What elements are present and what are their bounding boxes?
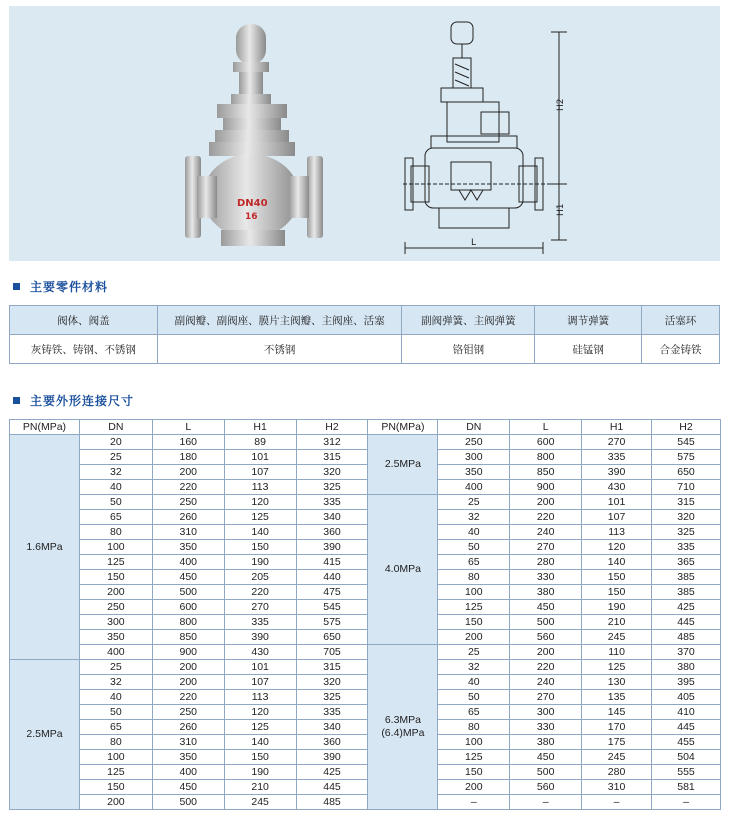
dimension-value-cell: 450 bbox=[510, 750, 582, 765]
body-marking-2: 16 bbox=[245, 212, 258, 222]
dimension-value-cell: 205 bbox=[224, 570, 296, 585]
dimension-value-cell: 200 bbox=[79, 585, 152, 600]
dimension-value-cell: 150 bbox=[224, 540, 296, 555]
dimension-value-cell: 800 bbox=[152, 615, 224, 630]
dimension-value-cell: 40 bbox=[438, 675, 510, 690]
dimension-value-cell: 500 bbox=[152, 795, 224, 810]
dimension-value-cell: 220 bbox=[152, 480, 224, 495]
dimension-value-cell: 850 bbox=[510, 465, 582, 480]
dimension-value-cell: 500 bbox=[510, 615, 582, 630]
dimension-value-cell: 32 bbox=[79, 465, 152, 480]
dimension-value-cell: 125 bbox=[438, 750, 510, 765]
technical-drawing bbox=[401, 16, 581, 256]
dimension-value-cell: 200 bbox=[438, 780, 510, 795]
materials-header-row bbox=[10, 306, 720, 335]
materials-table bbox=[9, 305, 720, 364]
valve-photo bbox=[179, 14, 359, 254]
dimension-value-cell: 200 bbox=[152, 675, 224, 690]
table-row bbox=[10, 675, 721, 690]
dimension-value-cell: 581 bbox=[652, 780, 721, 795]
dimension-value-cell: 405 bbox=[652, 690, 721, 705]
dimension-value-cell: 200 bbox=[510, 495, 582, 510]
table-row bbox=[10, 630, 721, 645]
dimensions-header-cell: DN bbox=[438, 420, 510, 435]
dimension-value-cell: 113 bbox=[582, 525, 652, 540]
dimension-value-cell: 425 bbox=[296, 765, 368, 780]
dimensions-header-row bbox=[10, 420, 721, 435]
dimension-value-cell: 445 bbox=[296, 780, 368, 795]
dimension-value-cell: 190 bbox=[582, 600, 652, 615]
dimension-value-cell: 245 bbox=[582, 750, 652, 765]
dimension-value-cell: 80 bbox=[79, 525, 152, 540]
dimension-value-cell: 350 bbox=[152, 750, 224, 765]
table-row bbox=[10, 705, 721, 720]
dimension-value-cell: 800 bbox=[510, 450, 582, 465]
table-row bbox=[10, 690, 721, 705]
table-row bbox=[10, 735, 721, 750]
dimension-value-cell: 107 bbox=[224, 465, 296, 480]
dimension-value-cell: 32 bbox=[438, 510, 510, 525]
dimension-value-cell: 400 bbox=[152, 555, 224, 570]
body-marking: DN40 bbox=[237, 198, 268, 209]
dimension-value-cell: 150 bbox=[79, 780, 152, 795]
dimensions-header-cell: L bbox=[152, 420, 224, 435]
dimension-value-cell: 25 bbox=[438, 495, 510, 510]
dim-label-l: L bbox=[471, 238, 477, 248]
dimension-value-cell: 350 bbox=[79, 630, 152, 645]
dimension-value-cell: 300 bbox=[438, 450, 510, 465]
dimension-value-cell: 200 bbox=[79, 795, 152, 810]
dimension-value-cell: 650 bbox=[652, 465, 721, 480]
table-row bbox=[10, 480, 721, 495]
dimension-value-cell: 125 bbox=[79, 765, 152, 780]
dimension-value-cell: 400 bbox=[79, 645, 152, 660]
dimension-value-cell: 325 bbox=[296, 690, 368, 705]
materials-header-cell: 活塞环 bbox=[642, 306, 720, 335]
dimension-value-cell: 335 bbox=[296, 705, 368, 720]
dimension-value-cell: 445 bbox=[652, 720, 721, 735]
dimension-value-cell: 380 bbox=[510, 735, 582, 750]
dimension-value-cell: 145 bbox=[582, 705, 652, 720]
dimension-value-cell: 107 bbox=[582, 510, 652, 525]
dimension-value-cell: 160 bbox=[152, 435, 224, 450]
dimension-value-cell: 390 bbox=[296, 540, 368, 555]
dimension-value-cell: 25 bbox=[438, 645, 510, 660]
dimension-value-cell: 107 bbox=[224, 675, 296, 690]
dimension-value-cell: 200 bbox=[510, 645, 582, 660]
table-row bbox=[10, 555, 721, 570]
dimension-value-cell: 504 bbox=[652, 750, 721, 765]
dimension-value-cell: 100 bbox=[79, 540, 152, 555]
dimension-value-cell: 360 bbox=[296, 525, 368, 540]
dimension-value-cell: 315 bbox=[296, 450, 368, 465]
dimension-value-cell: 390 bbox=[296, 750, 368, 765]
materials-value-row bbox=[10, 335, 720, 364]
dimension-value-cell: 250 bbox=[79, 600, 152, 615]
materials-value-cell: 硅锰钢 bbox=[535, 335, 642, 364]
dimension-value-cell: 600 bbox=[510, 435, 582, 450]
pressure-group-cell: 2.5MPa bbox=[368, 435, 438, 495]
dimension-value-cell: 900 bbox=[152, 645, 224, 660]
materials-value-cell: 合金铸铁 bbox=[642, 335, 720, 364]
materials-section-title bbox=[13, 278, 108, 294]
dimension-value-cell: 101 bbox=[224, 450, 296, 465]
dimension-value-cell: 65 bbox=[79, 510, 152, 525]
dimension-value-cell: 425 bbox=[652, 600, 721, 615]
dimension-value-cell: 280 bbox=[510, 555, 582, 570]
dimension-value-cell: 200 bbox=[438, 630, 510, 645]
dimension-value-cell: 245 bbox=[582, 630, 652, 645]
table-row bbox=[10, 585, 721, 600]
pressure-group-cell: 4.0MPa bbox=[368, 495, 438, 645]
dimension-value-cell: 330 bbox=[510, 570, 582, 585]
dimension-value-cell: 100 bbox=[438, 735, 510, 750]
dimension-value-cell: 40 bbox=[79, 690, 152, 705]
dimensions-header-cell: H2 bbox=[652, 420, 721, 435]
dimension-value-cell: 340 bbox=[296, 720, 368, 735]
dimension-value-cell: 485 bbox=[652, 630, 721, 645]
dimension-value-cell: 150 bbox=[438, 765, 510, 780]
product-hero-panel bbox=[9, 6, 720, 261]
dimension-value-cell: 101 bbox=[224, 660, 296, 675]
dimension-value-cell: 575 bbox=[296, 615, 368, 630]
dimension-value-cell: 325 bbox=[296, 480, 368, 495]
dimension-value-cell: 335 bbox=[652, 540, 721, 555]
dimension-value-cell: 320 bbox=[652, 510, 721, 525]
dimension-value-cell: 410 bbox=[652, 705, 721, 720]
table-row bbox=[10, 600, 721, 615]
dimensions-header-cell: PN(MPa) bbox=[10, 420, 80, 435]
dimension-value-cell: 89 bbox=[224, 435, 296, 450]
materials-value-cell: 铬钼钢 bbox=[402, 335, 535, 364]
materials-header-cell: 副阀瓣、副阀座、膜片主阀瓣、主阀座、活塞 bbox=[157, 306, 402, 335]
dimension-value-cell: 220 bbox=[152, 690, 224, 705]
dimension-value-cell: 150 bbox=[582, 585, 652, 600]
dimension-value-cell: 385 bbox=[652, 570, 721, 585]
dimension-value-cell: 240 bbox=[510, 525, 582, 540]
pressure-group-cell: 6.3MPa (6.4)MPa bbox=[368, 645, 438, 810]
dimension-value-cell: – bbox=[510, 795, 582, 810]
dimension-value-cell: 475 bbox=[296, 585, 368, 600]
dimension-value-cell: 315 bbox=[296, 660, 368, 675]
table-row bbox=[10, 660, 721, 675]
dimension-value-cell: 65 bbox=[79, 720, 152, 735]
dimensions-section-title bbox=[13, 392, 134, 408]
dimension-value-cell: 120 bbox=[224, 495, 296, 510]
dimension-value-cell: 65 bbox=[438, 555, 510, 570]
dimension-value-cell: 455 bbox=[652, 735, 721, 750]
dimension-value-cell: 150 bbox=[438, 615, 510, 630]
dimension-value-cell: 400 bbox=[438, 480, 510, 495]
dimension-value-cell: 430 bbox=[582, 480, 652, 495]
dimension-value-cell: 50 bbox=[438, 540, 510, 555]
dimension-value-cell: 500 bbox=[152, 585, 224, 600]
dimension-value-cell: – bbox=[652, 795, 721, 810]
dimension-value-cell: 130 bbox=[582, 675, 652, 690]
dimension-value-cell: 20 bbox=[79, 435, 152, 450]
dimension-value-cell: 270 bbox=[510, 690, 582, 705]
dimension-value-cell: 125 bbox=[224, 510, 296, 525]
dimension-value-cell: 320 bbox=[296, 465, 368, 480]
dimensions-header-cell: H1 bbox=[224, 420, 296, 435]
dimension-value-cell: 365 bbox=[652, 555, 721, 570]
table-row bbox=[10, 510, 721, 525]
dimension-value-cell: 101 bbox=[582, 495, 652, 510]
dimension-value-cell: 280 bbox=[582, 765, 652, 780]
table-row bbox=[10, 540, 721, 555]
table-row bbox=[10, 525, 721, 540]
table-row bbox=[10, 645, 721, 660]
dimension-value-cell: 335 bbox=[296, 495, 368, 510]
dimension-value-cell: 200 bbox=[152, 465, 224, 480]
table-row bbox=[10, 495, 721, 510]
dimension-value-cell: 25 bbox=[79, 450, 152, 465]
dimension-value-cell: 125 bbox=[438, 600, 510, 615]
dimension-value-cell: 220 bbox=[224, 585, 296, 600]
table-row bbox=[10, 435, 721, 450]
dimension-value-cell: 315 bbox=[652, 495, 721, 510]
dimension-value-cell: 190 bbox=[224, 555, 296, 570]
dimension-value-cell: 65 bbox=[438, 705, 510, 720]
dimensions-table bbox=[9, 419, 721, 810]
dimension-value-cell: 555 bbox=[652, 765, 721, 780]
materials-header-cell: 调节弹簧 bbox=[535, 306, 642, 335]
dimension-value-cell: 250 bbox=[438, 435, 510, 450]
dimension-value-cell: – bbox=[582, 795, 652, 810]
table-row bbox=[10, 720, 721, 735]
dimension-value-cell: 270 bbox=[582, 435, 652, 450]
table-row bbox=[10, 570, 721, 585]
dimension-value-cell: 450 bbox=[152, 570, 224, 585]
dimension-value-cell: 50 bbox=[438, 690, 510, 705]
dimension-value-cell: 650 bbox=[296, 630, 368, 645]
dim-label-h2: H2 bbox=[556, 98, 566, 111]
dimension-value-cell: – bbox=[438, 795, 510, 810]
dimension-value-cell: 335 bbox=[582, 450, 652, 465]
table-row bbox=[10, 765, 721, 780]
dimension-value-cell: 705 bbox=[296, 645, 368, 660]
dimension-value-cell: 600 bbox=[152, 600, 224, 615]
section-bullet-icon bbox=[13, 283, 20, 290]
dimension-value-cell: 250 bbox=[152, 705, 224, 720]
dimension-value-cell: 120 bbox=[224, 705, 296, 720]
dimension-value-cell: 415 bbox=[296, 555, 368, 570]
dimension-value-cell: 560 bbox=[510, 630, 582, 645]
dimension-value-cell: 350 bbox=[438, 465, 510, 480]
dimension-value-cell: 190 bbox=[224, 765, 296, 780]
dimension-value-cell: 500 bbox=[510, 765, 582, 780]
dimension-value-cell: 80 bbox=[438, 570, 510, 585]
dimension-value-cell: 450 bbox=[510, 600, 582, 615]
section-bullet-icon bbox=[13, 397, 20, 404]
dimensions-header-cell: PN(MPa) bbox=[368, 420, 438, 435]
dimension-value-cell: 575 bbox=[652, 450, 721, 465]
dim-label-h1: H1 bbox=[556, 203, 566, 216]
dimension-value-cell: 180 bbox=[152, 450, 224, 465]
dimension-value-cell: 150 bbox=[79, 570, 152, 585]
dimension-value-cell: 220 bbox=[510, 510, 582, 525]
dimension-value-cell: 270 bbox=[224, 600, 296, 615]
dimension-value-cell: 40 bbox=[79, 480, 152, 495]
dimensions-title-text: 主要外形连接尺寸 bbox=[30, 393, 135, 408]
dimension-value-cell: 330 bbox=[510, 720, 582, 735]
dimension-value-cell: 545 bbox=[296, 600, 368, 615]
dimension-value-cell: 125 bbox=[582, 660, 652, 675]
dimension-value-cell: 900 bbox=[510, 480, 582, 495]
dimension-value-cell: 325 bbox=[652, 525, 721, 540]
dimension-value-cell: 140 bbox=[582, 555, 652, 570]
dimension-value-cell: 220 bbox=[510, 660, 582, 675]
dimension-value-cell: 175 bbox=[582, 735, 652, 750]
dimension-value-cell: 25 bbox=[79, 660, 152, 675]
table-row bbox=[10, 465, 721, 480]
dimension-value-cell: 150 bbox=[582, 570, 652, 585]
dimension-value-cell: 440 bbox=[296, 570, 368, 585]
dimension-value-cell: 380 bbox=[652, 660, 721, 675]
dimension-value-cell: 312 bbox=[296, 435, 368, 450]
dimension-value-cell: 140 bbox=[224, 735, 296, 750]
dimension-value-cell: 385 bbox=[652, 585, 721, 600]
dimension-value-cell: 300 bbox=[510, 705, 582, 720]
dimension-value-cell: 240 bbox=[510, 675, 582, 690]
dimension-value-cell: 310 bbox=[152, 525, 224, 540]
pressure-group-cell: 1.6MPa bbox=[10, 435, 80, 660]
dimension-value-cell: 110 bbox=[582, 645, 652, 660]
dimension-value-cell: 310 bbox=[152, 735, 224, 750]
dimension-value-cell: 120 bbox=[582, 540, 652, 555]
dimension-value-cell: 485 bbox=[296, 795, 368, 810]
table-row bbox=[10, 750, 721, 765]
table-row bbox=[10, 450, 721, 465]
dimension-value-cell: 200 bbox=[152, 660, 224, 675]
dimension-value-cell: 390 bbox=[224, 630, 296, 645]
dimensions-header-cell: H2 bbox=[296, 420, 368, 435]
dimension-value-cell: 80 bbox=[438, 720, 510, 735]
table-row bbox=[10, 780, 721, 795]
dimension-value-cell: 450 bbox=[152, 780, 224, 795]
dimension-value-cell: 50 bbox=[79, 705, 152, 720]
dimension-value-cell: 113 bbox=[224, 480, 296, 495]
dimension-value-cell: 300 bbox=[79, 615, 152, 630]
pressure-group-cell: 2.5MPa bbox=[10, 660, 80, 810]
table-row bbox=[10, 615, 721, 630]
dimension-value-cell: 260 bbox=[152, 720, 224, 735]
dimensions-header-cell: L bbox=[510, 420, 582, 435]
dimensions-header-cell: H1 bbox=[582, 420, 652, 435]
dimension-value-cell: 250 bbox=[152, 495, 224, 510]
dimension-value-cell: 350 bbox=[152, 540, 224, 555]
dimension-value-cell: 140 bbox=[224, 525, 296, 540]
dimension-value-cell: 125 bbox=[224, 720, 296, 735]
dimension-value-cell: 545 bbox=[652, 435, 721, 450]
dimension-value-cell: 380 bbox=[510, 585, 582, 600]
dimension-value-cell: 100 bbox=[79, 750, 152, 765]
dimensions-header-cell: DN bbox=[79, 420, 152, 435]
materials-header-cell: 副阀弹簧、主阀弹簧 bbox=[402, 306, 535, 335]
dimension-value-cell: 170 bbox=[582, 720, 652, 735]
dimension-value-cell: 360 bbox=[296, 735, 368, 750]
dimension-value-cell: 125 bbox=[79, 555, 152, 570]
dimension-value-cell: 210 bbox=[582, 615, 652, 630]
dimension-value-cell: 150 bbox=[224, 750, 296, 765]
dimension-value-cell: 560 bbox=[510, 780, 582, 795]
dimension-value-cell: 400 bbox=[152, 765, 224, 780]
dimension-value-cell: 210 bbox=[224, 780, 296, 795]
dimension-value-cell: 270 bbox=[510, 540, 582, 555]
dimension-value-cell: 320 bbox=[296, 675, 368, 690]
dimension-value-cell: 32 bbox=[79, 675, 152, 690]
dimension-value-cell: 310 bbox=[582, 780, 652, 795]
materials-value-cell: 不锈钢 bbox=[157, 335, 402, 364]
dimension-value-cell: 850 bbox=[152, 630, 224, 645]
dimension-value-cell: 80 bbox=[79, 735, 152, 750]
dimension-value-cell: 245 bbox=[224, 795, 296, 810]
dimension-value-cell: 335 bbox=[224, 615, 296, 630]
materials-value-cell: 灰铸铁、铸钢、不锈钢 bbox=[10, 335, 158, 364]
dimension-value-cell: 100 bbox=[438, 585, 510, 600]
dimension-value-cell: 390 bbox=[582, 465, 652, 480]
dimension-value-cell: 370 bbox=[652, 645, 721, 660]
dimension-value-cell: 710 bbox=[652, 480, 721, 495]
dimension-value-cell: 32 bbox=[438, 660, 510, 675]
materials-title-text: 主要零件材料 bbox=[30, 279, 109, 294]
dimension-value-cell: 445 bbox=[652, 615, 721, 630]
dimension-value-cell: 340 bbox=[296, 510, 368, 525]
dimension-value-cell: 113 bbox=[224, 690, 296, 705]
dimension-value-cell: 40 bbox=[438, 525, 510, 540]
dimension-value-cell: 395 bbox=[652, 675, 721, 690]
dimension-value-cell: 430 bbox=[224, 645, 296, 660]
materials-header-cell: 阀体、阀盖 bbox=[10, 306, 158, 335]
dimension-value-cell: 50 bbox=[79, 495, 152, 510]
table-row bbox=[10, 795, 721, 810]
dimension-value-cell: 135 bbox=[582, 690, 652, 705]
dimension-value-cell: 260 bbox=[152, 510, 224, 525]
